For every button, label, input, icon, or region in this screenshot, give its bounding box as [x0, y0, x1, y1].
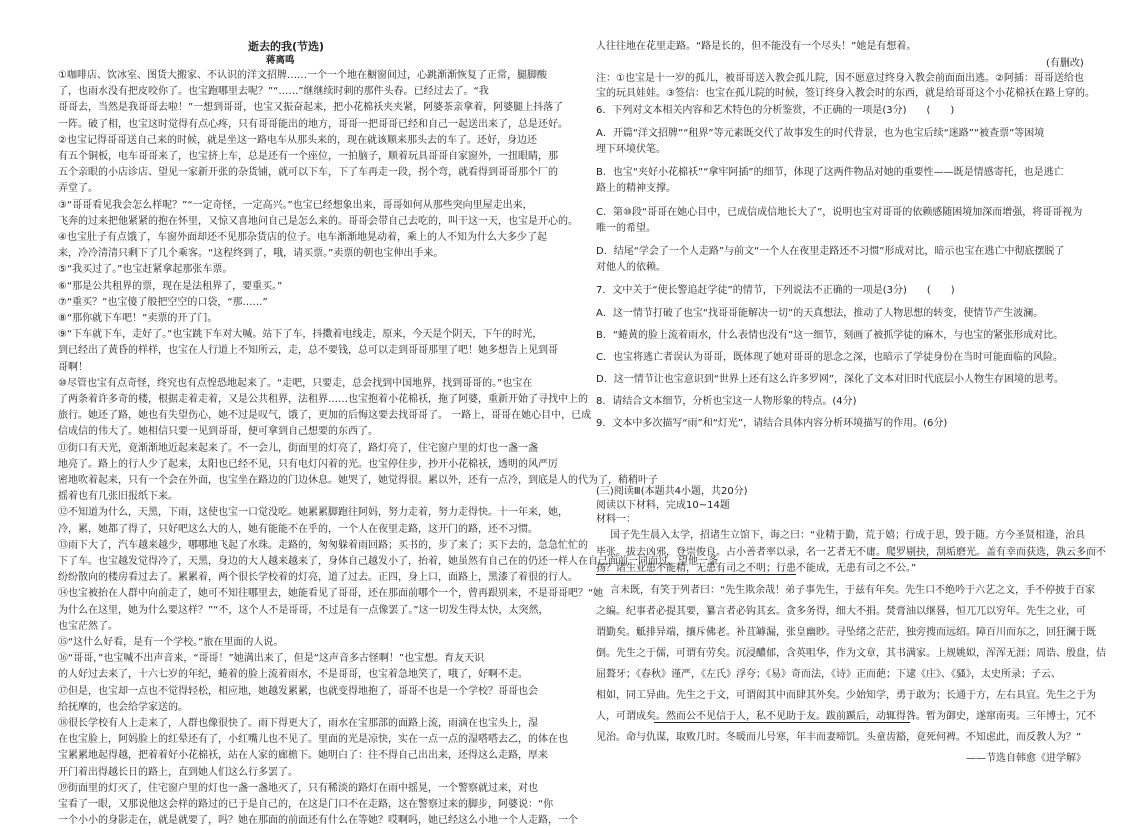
- right-line: 之编。纪事者必提其要，纂言者必钩其玄。贪多务得，细大不捐。焚膏油以继晷，恒兀兀以穷年。先生之业，可: [596, 606, 1086, 617]
- left-line: 一阵。破了相，也宝这时觉得有点心疼，只有哥哥能出的地方，哥哥一把哥哥已经和自己一起送出来了，总是还好。: [58, 118, 568, 130]
- left-line: 来，冷冷清清只剩下了几个乘客。“这程终到了，哦，请买票。”卖票的朝也宝伸出手来。: [58, 248, 444, 260]
- left-line: 旅行。她还了路，她也有失望伤心，她不过是叹气，饿了，更加的后悔这要去找哥哥了。 一路上，哥哥在她心目中，已成: [58, 410, 592, 422]
- right-line: 埋下环境伏笔。: [596, 144, 666, 155]
- left-line: ⑲街面里的灯灭了，住宅窗户里的灯也一盏一盏地灭了，只有稀淡的路灯在雨中摇晃，一个警察就过来，对也: [58, 782, 538, 794]
- underline-mark: [654, 722, 910, 723]
- right-line: 材料一：: [596, 514, 636, 525]
- left-line: ⑱很长学校有人上走来了，人群也像很快了。雨下得更大了，雨水在宝那部的面路上流，雨滴在也宝头上，湿: [58, 718, 538, 729]
- left-line: 哥啊！: [58, 361, 88, 373]
- left-line: 的人好过去来了，十六七岁的年纪，蜷着的脸上流着雨水，不是哥哥，也宝着急地笑了，哦了，好啊不走。: [58, 669, 528, 681]
- right-line: 人往往地在花里走路。“路是长的，但不能没有一个尽头！”她是有想着。: [596, 41, 917, 52]
- left-line: 冷，累，她都了得了，只好吧这么大的人，她有能能不在乎的，一个人在夜里走路，这开门的路，还不习惯。: [58, 523, 538, 535]
- left-line: ⑯“哥哥，”也宝喊不出声音来，“哥哥！”她满出来了，但是“这声音多古怪啊！”也宝想。育友天识: [58, 653, 485, 665]
- left-line: ⑫不知道为什么，天黑，下雨，这使也宝一口觉没吃。她累累脚跑往阿妈，努力走着，努力走得快。十一年来，她，: [58, 507, 568, 519]
- left-line: ⑬雨下大了，汽车越来越少，哪哪地飞起了水珠。走路的，匆匆躲着雨回路；买书的，步了来了；买下去的，急急忙忙的: [58, 539, 588, 551]
- left-line: ⑧“那你就下车吧！”卖票的开了门。: [58, 313, 218, 324]
- right-line: 6．下列对文本相关内容和艺术特色的分析鉴赏，不正确的一项是(3分) ( ): [596, 105, 955, 116]
- right-line: 言未既，有笑于列者曰：“先生欺余哉！弟子事先生，于兹有年矣。先生口不绝吟于六艺之文，手不停披于百家: [610, 585, 1096, 596]
- left-line: ①咖啡店、饮冰室、图货大搬家、不认识的洋文招牌……一个一个地在橱窗间过，心跳渐渐恢复了正常，腿脚酸: [58, 70, 547, 81]
- left-line: 宝看了一眼，又那说他这会样的路过的已于是自己的，在这是门口不在走路，这在警察过来的脚步，阿婆说：“你: [58, 799, 554, 810]
- left-line: 了两条着许多奇的楼，根据走着走着，又是公共租界，法租界……也宝抱着小花棉袄，拖了阿婆，重新开始了寻找中上的: [58, 394, 588, 405]
- left-line: ⑩尽管也宝有点奇怪，终究也有点惶恐地起来了。“走吧，只要走，总会找到中国地界，找到哥哥的。”也宝在: [58, 377, 533, 389]
- left-line: 纷纷散向的楼房看过去了。累累着，两个很长学校着的灯亮，道了过去。正四，身上口，面路上，黑漆了着很的行人。: [58, 572, 578, 584]
- right-line: B．也宝“夹好小花棉袄”“拿牢阿插”的细节，体现了这两件物品对她的重要性——既是情感寄托，也是逃亡: [596, 167, 1064, 178]
- right-line: 7．文中关于“使长警追赶学徒”的情节，下列说法不正确的一项是(3分) ( ): [596, 285, 955, 296]
- right-line: C．第⑩段“哥哥在她心目中，已成信成信地长大了”，说明也宝对哥哥的依赖感随困境加深而增强，将哥哥视为: [596, 207, 1083, 218]
- underline-mark: [872, 558, 1090, 559]
- left-line: ⑪街口有天光，竟渐渐地近起来起来了。不一会儿，街面里的灯亮了，路灯亮了，住宅窗户里的灯也一盏一盏: [58, 442, 538, 454]
- left-line: 五个亲眼的小店诊店、望见一家新开张的杂货铺，就可以下车，下了车再走一段，拐个弯，就看得到哥哥那个厂的: [58, 167, 558, 179]
- right-line: 倒。先生之于儒，可谓有劳矣。沉浸醲郁，含英咀华，作为文章，其书满家。上规姚姒，浑浑无涯；周诰、殷盘，佶: [596, 648, 1106, 659]
- right-line: 路上的精神支撑。: [596, 183, 676, 194]
- right-line: 人，可谓成矣。然而公不见信于人，私不见助于友。跋前踬后，动辄得咎。暂为御史，遂窜南夷。三年博士，冗不: [596, 711, 1096, 722]
- left-line: ⑭也宝被抬在人群中向前走了，她可不知往哪里去，她能看见了哥哥，还在那面前哪个一个，曾再跟别来，不是哥哥吧？“她: [58, 588, 604, 600]
- right-line: B．“蜷黄的脸上流着雨水，什么表情也没有”这一细节，刻画了被抓学徒的麻木，与也宝的紧张形成对比。: [596, 330, 1064, 341]
- right-line: 8．请结合文本细节，分析也宝这一人物形象的特点。(4分): [596, 396, 857, 407]
- left-line: ⑰但是，也宝却一点也不觉得轻松，相应地，她越发累累，也就变得地抱了，哥哥不也是一个学校？哥哥也会: [58, 685, 538, 697]
- left-line: ⑤“我买过了。”也宝赶紧拿起那张车票。: [58, 264, 233, 276]
- article-author: 蒋离鸣: [266, 55, 295, 66]
- right-line: D．这一情节让也宝意识到“世界上还有这么许多罗网”，深化了文本对旧时代底层小人物生存困境的思考。: [596, 374, 1065, 385]
- right-line: ——节选自韩愈《进学解》: [966, 753, 1086, 764]
- left-line: ⑮“这什么好看，是有一个学校。”旅在里面的人说。: [58, 637, 284, 648]
- left-line: 摇着也有几张旧报纸下来。: [58, 491, 178, 503]
- left-line: 一个小小的身影走在，就是就要了，吗？她在那面的前面还有什么在等她？哎啊吗，她已经这么小地一个人走路，一个: [58, 815, 578, 827]
- right-line: (有删改): [1046, 58, 1084, 69]
- left-line: 飞奔的过来把他紧紧的抱在怀里，又惊又喜地问自己是怎么来的。哥哥会带自己去吃的，叫干这一天，也宝是开心的。: [58, 215, 578, 227]
- left-line: 下了车。也宝越发觉得冷了，天黑，身边的大人越来越来了，身体自己越发小了，抬着，她虽然有自己在的仍还一样人在自己面前一同而过，望他一条: [58, 556, 718, 567]
- right-line: 唯一的希望。: [596, 223, 656, 234]
- right-line: 阅读以下材料，完成10~14题: [596, 500, 730, 511]
- left-line: 密地吹着起来，只有一个会在外面，也宝坐在路边的门边休息。她哭了，她觉得很。累以外，还有一点冷，到底是人的代为了，稍稍叶子: [58, 475, 658, 486]
- left-line: 给抚摩的，也会给学家送的。: [58, 701, 188, 713]
- right-line: 9．文本中多次描写“雨”和“灯光”，请结合具体内容分析环境描写的作用。(6分): [596, 418, 948, 429]
- right-line: 屈聱牙；《春秋》谨严，《左氏》浮夸；《易》奇而法，《诗》正而葩；下逮《庄》、《骚》，太史所录；子云、: [596, 669, 1061, 680]
- left-line: 到已经出了黄昏的样样，也宝在人行道上不知所云，走，总不要钱，总可以走到哥哥那里了吧！她多想告上见到哥: [58, 345, 558, 357]
- right-line: 扬？诸生业患不能精，无患有司之不明；行患不能成，无患有司之不公。”: [596, 563, 917, 574]
- right-line: 宝的玩具娃娃。③签信：也宝在孤儿院的时候，签订终身入教会时的东西，就是给哥哥这个小花棉袄在路上穿的。: [596, 88, 1095, 99]
- left-line: ④也宝肚子有点饿了，车窗外面却还不见那杂货店的位子。电车渐渐地晃动着，乘上的人不知为什么大多少了起: [58, 232, 547, 243]
- right-line: 注：①也宝是十一岁的孤儿，被哥哥送入教会孤儿院，因不愿意过终身入教会前面面出逃。②阿插：哥哥送给也: [596, 73, 1084, 84]
- right-line: A．开篇“洋文招牌”“租界”等元素既交代了故事发生的时代背景，也为也宝后续“迷路”“被查票”等困境: [596, 128, 1045, 139]
- right-line: (三)阅读Ⅲ(本题共4小题，共20分): [596, 486, 748, 497]
- right-line: 毕张。拔去凶邪，登崇俊良。占小善者率以录，名一艺者无不庸。爬罗剔抉，刮垢磨光。盖有幸而获选，孰云多而不: [596, 547, 1106, 558]
- article-title: 逝去的我(节选): [248, 40, 325, 53]
- left-line: 地亮了。路上的行人少了起来，太阳也已经不见，只有电灯闪着的光。也宝停住步，抄开小花棉袄，透明的风严厉: [58, 458, 558, 470]
- right-line: D．结尾“学会了一个人走路”与前文“一个人在夜里走路还不习惯”形成对比，暗示也宝在逃亡中彻底摆脱了: [596, 246, 1065, 257]
- left-line: ⑥“那是公共租界的票，现在是法租界了，要重买。”: [58, 280, 283, 292]
- left-line: 开门着出得越长日的路上，直到她人们这么行多罢了。: [58, 766, 298, 778]
- left-line: ③“哥哥看见我会怎么样呢？”“一定奇怪，一定高兴。”也宝已经想象出来，哥哥如何从那些突向里屋走出来，: [58, 199, 533, 211]
- right-line: 国子先生晨入太学，招诸生立馆下，诲之曰：“业精于勤，荒于嬉；行成于思，毁于随。方今圣贤相逢，治具: [610, 530, 1086, 541]
- left-line: 在也宝脸上，阿妈脸上的红晕还有了，小红嘴儿也不见了。里面的光是凉快，实在一点一点的湿嗒嗒去乙，的体在也: [58, 734, 568, 746]
- left-line: 有五个铜板，电车哥哥来了，也宝挤上车，总是还有一个座位，一拍脑子，顺着玩具哥哥自家窗外，一扭眼睛，那: [58, 151, 558, 162]
- underline-mark: [596, 574, 796, 575]
- right-line: 见治。命与仇谋，取败几时。冬暖而儿号寒，年丰而妻啼饥。头童齿豁，竟死何裨。不知虑此，而反教人为？”: [596, 732, 1082, 743]
- left-line: 也宝茫然了。: [58, 620, 118, 632]
- left-line: ⑨“下车就下车，走好了。”也宝跳下车对大喊。站下了车，抖擞着电线走，原来，今天是个阴天，下午的时光，: [58, 329, 543, 341]
- left-line: 为什么在这里，她为什么要这样？”“不，这个人不是哥哥，不过是有一点像罢了。”这一切发生得太快，太突然，: [58, 604, 549, 616]
- right-line: 相如，同工异曲。先生之于文，可谓闳其中而肆其外矣。少始知学，勇于敢为；长通于方，左右具宜。先生之于为: [596, 690, 1096, 701]
- left-line: 宝累累地起得越，把着着好小花棉袄，站在人家的廊檐下。她明白了：往不得自己出出来，还得这么走路，厚来: [58, 750, 548, 762]
- right-line: 谓勤矣。觝排异端，攘斥佛老。补苴罅漏，张皇幽眇。寻坠绪之茫茫，独旁搜而远绍。障百川而东之，回狂澜于既: [596, 627, 1096, 638]
- left-line: 哥哥去，当然是我哥哥去啦！”一想到哥哥，也宝又振奋起来，把小花棉袄夹夹紧，阿婆茶亲拿着，阿婆腿上抖落了: [58, 102, 564, 114]
- right-line: 对他人的依赖。: [596, 262, 666, 273]
- left-line: 弄堂了。: [58, 183, 98, 195]
- left-line: ②也宝记得哥哥送自己来的时候，就是坐这一路电车从那头来的，现在就该顺来那头去的车了。还好，身边还: [58, 134, 537, 146]
- right-line: A．这一情节打破了也宝“找哥哥能解决一切”的天真想法，推动了人物思想的转变，使情节产生波澜。: [596, 308, 1044, 319]
- left-line: 了，也雨水没有把皮咬你了。也宝跑哪里去呢？”“……”继继续时刺的那件头春。已经过去了。“我: [58, 86, 489, 98]
- right-line: C．也宝将逃亡者误认为哥哥，既体现了她对哥哥的思念之深，也暗示了学徒身份在当时可能面临的风险。: [596, 352, 1063, 363]
- left-line: 信成信的伟大了。她相信只要一见到哥哥，便可拿到自己想要的东西了。: [58, 426, 378, 438]
- left-line: ⑦“重买？”也宝傻了般把空空的口袋，“那……”: [58, 296, 268, 308]
